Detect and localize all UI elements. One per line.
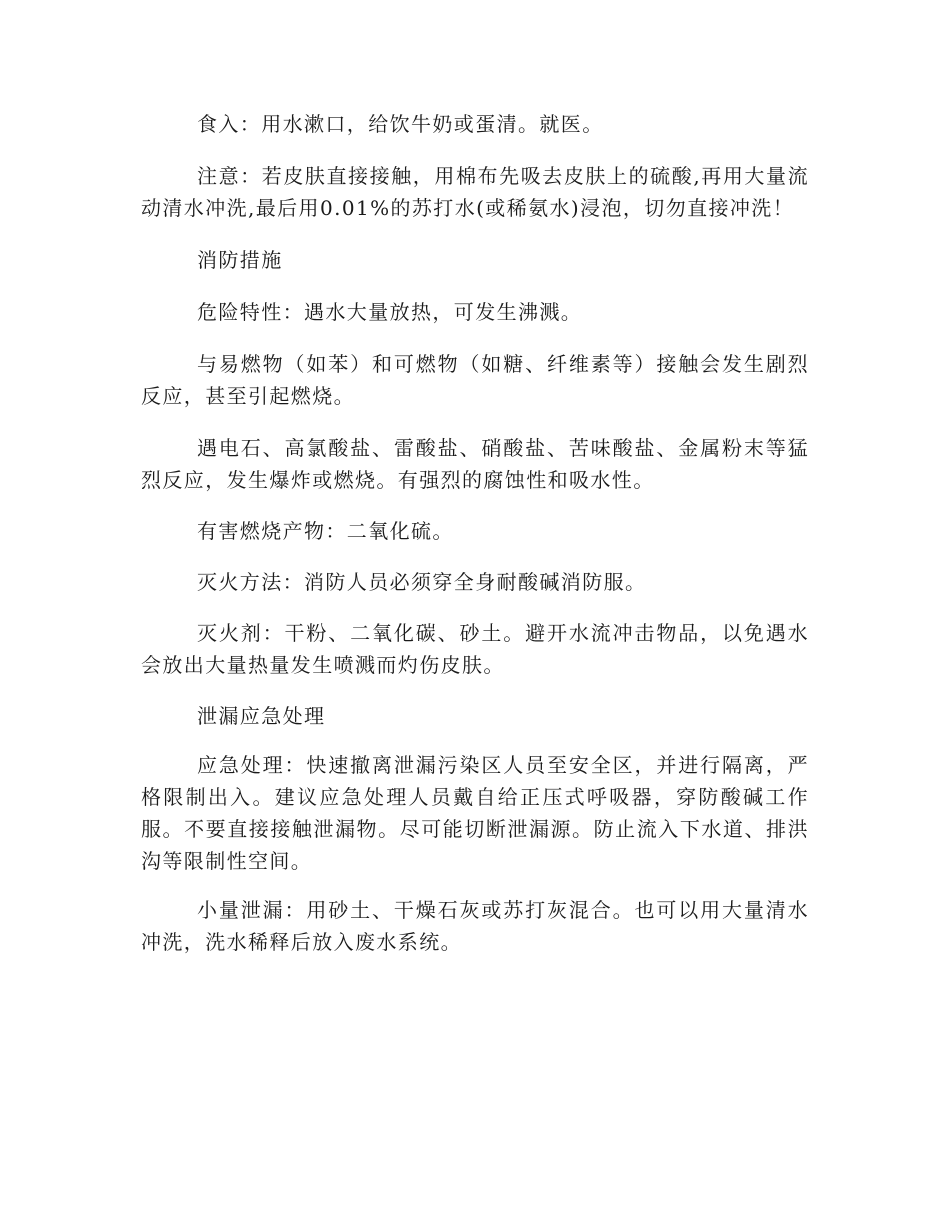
document-body xyxy=(141,108,809,958)
section-heading-leak-emergency: 泄漏应急处理 xyxy=(197,704,326,728)
paragraph-emergency-handling: 应急处理：快速撤离泄漏污染区人员至安全区，并进行隔离，严格限制出入。建议应急处理人员戴自给正压式呼吸器，穿防酸碱工作服。不要直接接触泄漏物。尽可能切断泄漏源。防止流入下水道、排洪沟等限制性空间。 xyxy=(141,753,809,873)
paragraph-violent-reaction: 遇电石、高氯酸盐、雷酸盐、硝酸盐、苦味酸盐、金属粉末等猛烈反应，发生爆炸或燃烧。有强烈的腐蚀性和吸水性。 xyxy=(141,436,809,492)
paragraph-hazard-characteristics: 危险特性：遇水大量放热，可发生沸溅。 xyxy=(197,300,583,324)
paragraph-skin-contact-note: 注意：若皮肤直接接触，用棉布先吸去皮肤上的硫酸,再用大量流动清水冲洗,最后用0.01%的苏打水(或稀氨水)浸泡，切勿直接冲洗！ xyxy=(141,164,809,220)
paragraph-ingestion: 食入：用水漱口，给饮牛奶或蛋清。就医。 xyxy=(197,112,604,136)
paragraph-extinguishing-method: 灭火方法：消防人员必须穿全身耐酸碱消防服。 xyxy=(197,570,647,594)
section-heading-fire-fighting: 消防措施 xyxy=(197,248,283,272)
paragraph-flammable-contact: 与易燃物（如苯）和可燃物（如糖、纤维素等）接触会发生剧烈反应，甚至引起燃烧。 xyxy=(141,352,809,408)
paragraph-combustion-products: 有害燃烧产物：二氧化硫。 xyxy=(197,519,454,543)
paragraph-small-leak: 小量泄漏：用砂土、干燥石灰或苏打灰混合。也可以用大量清水冲洗，洗水稀释后放入废水系统。 xyxy=(141,898,809,954)
paragraph-extinguishing-agent: 灭火剂：干粉、二氧化碳、砂土。避开水流冲击物品，以免遇水会放出大量热量发生喷溅而灼伤皮肤。 xyxy=(141,621,809,677)
